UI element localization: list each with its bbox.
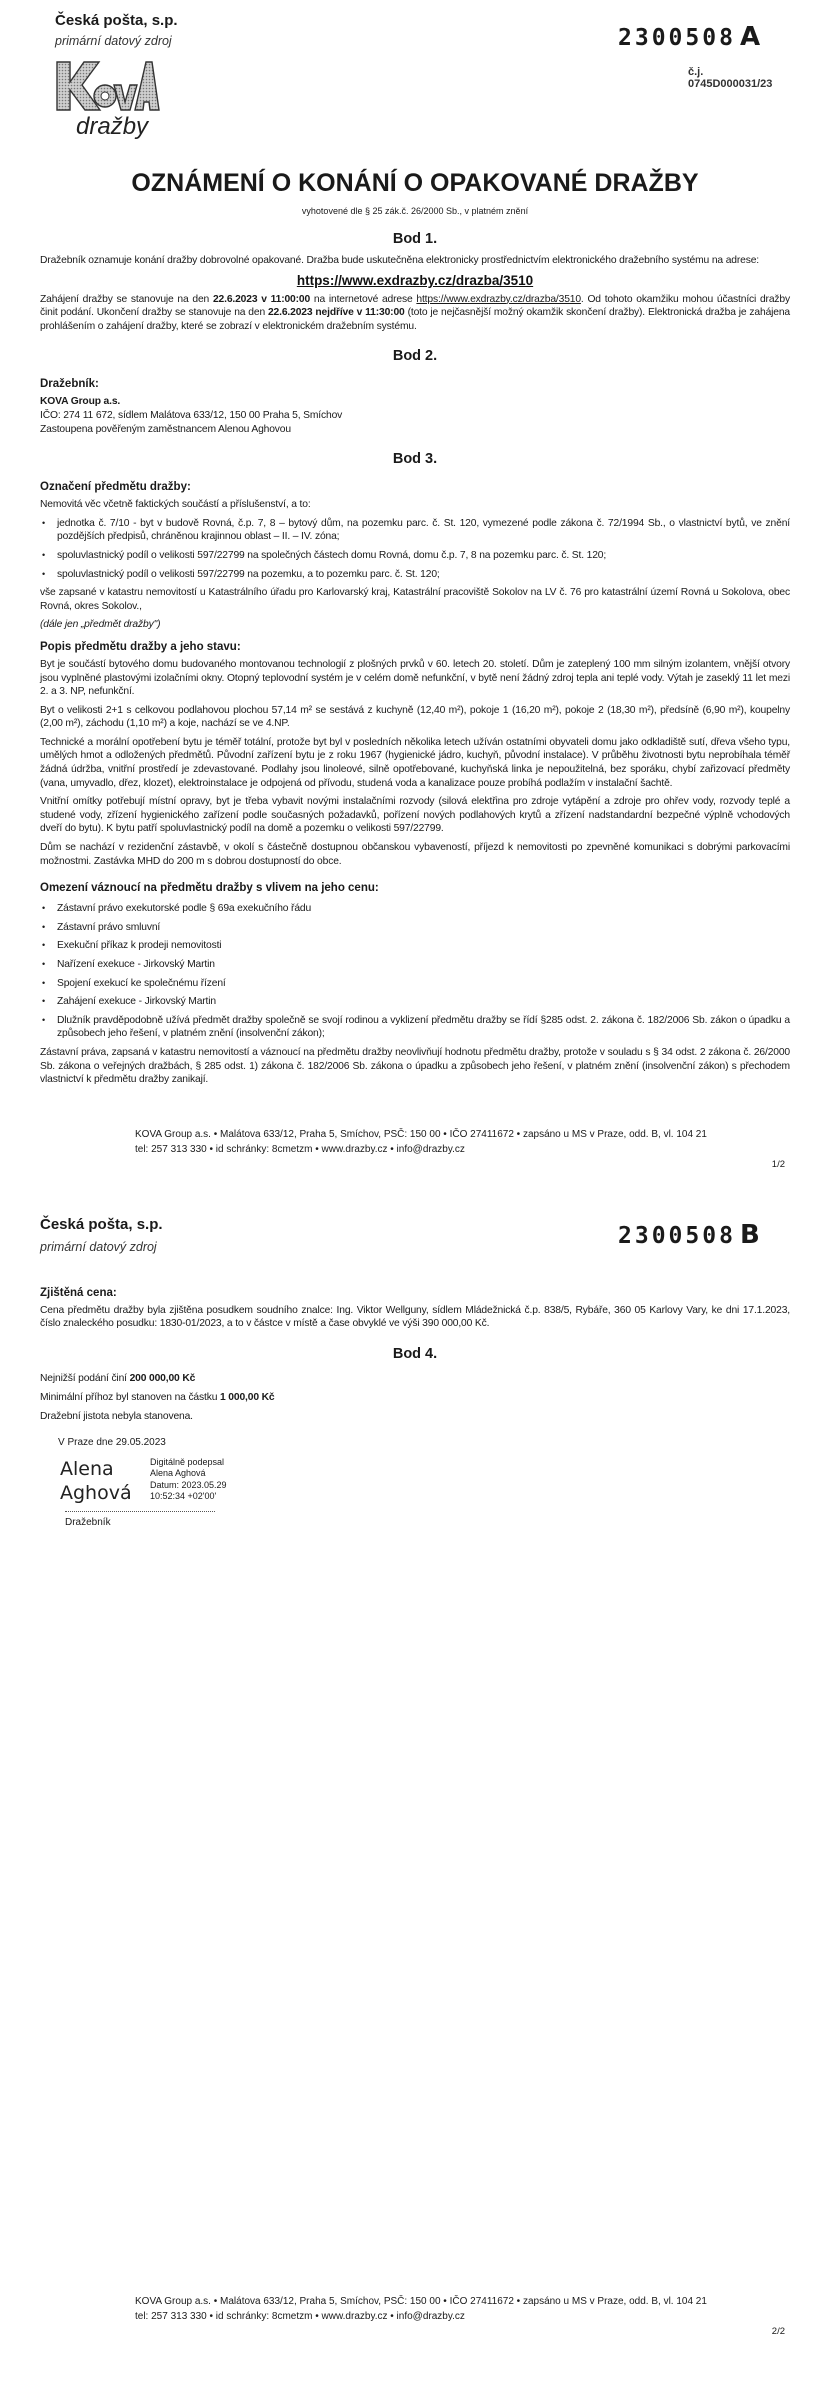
bod1-schedule bbox=[40, 293, 790, 334]
page-number: 1/2 bbox=[771, 1158, 785, 1170]
description-paragraph: Dům se nachází v rezidenční zástavbě, v okolí s částečně dostupnou občanskou vybaveností, příjezd k nemovitosti po zpevněné komunikaci s dobrými parkovacími možnostmi. Zastávka MHD do 200 m s dobrou dostupností do obce. bbox=[40, 842, 790, 867]
text: na internetové adrese bbox=[310, 293, 417, 305]
list-item: • Zástavní právo exekutorské podle § 69a exekučního řádu bbox=[40, 902, 790, 916]
text: . Od tohoto okamžiku mohou účastníci dražby činit podání. Ukončení dražby se stanovuje na den bbox=[40, 293, 790, 319]
limitations-label: Omezení váznoucí na předmětu dražby s vlivem na jeho cenu: bbox=[40, 882, 379, 895]
bod1-intro: Dražebník oznamuje konání dražby dobrovolné opakované. Dražba bude uskutečněna elektronicky prostřednictvím elektronického dražebního systému na adrese: bbox=[40, 255, 760, 266]
page-header bbox=[40, 1216, 790, 1280]
document-subtitle: vyhotovené dle § 25 zák.č. 26/2000 Sb., v platném znění bbox=[301, 206, 529, 216]
reference-number: č.j. 0745D000031/23 bbox=[688, 66, 773, 90]
signature-meta: Alena Aghová bbox=[150, 1468, 206, 1479]
list-item: • Zástavní právo smluvní bbox=[40, 921, 790, 935]
data-source-label: primární datový zdroj bbox=[40, 1239, 157, 1254]
minimum-bid-value: 200 000,00 Kč bbox=[129, 1372, 196, 1384]
auctioneer-details bbox=[40, 395, 790, 436]
registry-text: vše zapsané v katastru nemovitostí u Katastrálního úřadu pro Karlovarský kraj, Katastrální pracoviště Sokolov na LV č. 76 pro katastrální území Rovná u Sokolova, obec Rovná, okres Sokolov., bbox=[40, 587, 790, 612]
post-label: Česká pošta, s.p. bbox=[55, 12, 178, 29]
description-block bbox=[40, 658, 790, 873]
signature-meta: Digitálně podepsal bbox=[150, 1456, 225, 1467]
document-letter: B bbox=[739, 1219, 760, 1250]
text: Zahájení dražby se stanovuje na den bbox=[40, 293, 213, 305]
page-footer bbox=[40, 1087, 790, 1200]
footer-line: tel: 257 313 330 • id schránky: 8cmetzm • www.drazby.cz • info@drazby.cz bbox=[135, 2310, 465, 2322]
limitations-note: Zástavní práva, zapsaná v katastru nemovitostí a váznoucí na předmětu dražby neovlivňují hodnotu předmětu dražby, protože v souladu s § 34 odst. 2 zákona č. 26/2000 Sb. zákona o veřejných dražbách, § 285 odst. 1) zákona č. 182/2006 Sb. zákona o úpadku a způsobech jeho řešení, v platném znění (insolvenční zákon) s přechodem vlastnictví k předmětu dražby zanikají. bbox=[40, 1046, 790, 1086]
description-paragraph: Vnitřní omítky potřebují místní opravy, byt je třeba vybavit novými instalačními rozvody (silová elektřina pro zdroje vytápění a zdroje pro ohřev vody, rozvody teplé a studené vody, zřízení hygienického zařízení podle současných požadavků, pořízení nových podlahových krytů a zřízení nadstandardní bezpečné výplně vchodových dveří do bytu). K bytu patří spoluvlastnický podíl na domě a pozemku o velikosti 597/22799. bbox=[40, 796, 790, 835]
list-item: • spoluvlastnický podíl o velikosti 597/22799 na pozemku, a to pozemku parc. č. St. 120; bbox=[40, 568, 790, 582]
signature-last-name: Aghová bbox=[60, 1481, 132, 1504]
document-title: OZNÁMENÍ O KONÁNÍ O OPAKOVANÉ DRAŽBY bbox=[131, 169, 699, 197]
section-heading-bod4: Bod 4. bbox=[392, 1345, 438, 1362]
list-item: • Zahájení exekuce - Jirkovský Martin bbox=[40, 995, 790, 1009]
signature-first-name: Alena bbox=[60, 1457, 114, 1480]
minimum-bid bbox=[40, 1369, 790, 1388]
document-number bbox=[618, 1220, 760, 1250]
minimum-increment-value: 1 000,00 Kč bbox=[220, 1391, 275, 1403]
list-item: • Exekuční příkaz k prodeji nemovitosti bbox=[40, 939, 790, 953]
company-name: KOVA Group a.s. bbox=[40, 396, 121, 408]
subject-alias: (dále jen „předmět dražby") bbox=[40, 619, 161, 631]
footer-line: KOVA Group a.s. • Malátova 633/12, Praha 5, Smíchov, PSČ: 150 00 • IČO 27411672 • zapsáno u MS v Praze, odd. B, vl. 104 21 bbox=[135, 1128, 707, 1140]
company-address: IČO: 274 11 672, sídlem Malátova 633/12, 150 00 Praha 5, Smíchov bbox=[40, 409, 343, 421]
place-date: V Praze dne 29.05.2023 bbox=[58, 1436, 166, 1448]
signature-meta: 10:52:34 +02'00' bbox=[150, 1491, 217, 1502]
post-label: Česká pošta, s.p. bbox=[40, 1215, 163, 1233]
document-number-digits: 2300508 bbox=[618, 1222, 736, 1249]
bod4-block bbox=[40, 1369, 790, 1426]
start-datetime: 22.6.2023 v 11:00:00 bbox=[212, 293, 311, 305]
signature-meta: Datum: 2023.05.29 bbox=[150, 1479, 227, 1490]
list-item: • Dlužník pravděpodobně užívá předmět dražby společně se svojí rodinou a vyklizení předmětu dražby se řídí §285 odst. 2. zákona č. 182/2006 Sb. zákon o úpadku a způsobech jeho řešení, v platném znění (insolvenční zákon); bbox=[40, 1014, 790, 1041]
auction-url-link[interactable]: https://www.exdrazby.cz/drazba/3510 bbox=[296, 272, 534, 288]
auctioneer-label: Dražebník: bbox=[40, 378, 99, 391]
logo-subtitle: dražby bbox=[76, 113, 149, 140]
footer-line: KOVA Group a.s. • Malátova 633/12, Praha 5, Smíchov, PSČ: 150 00 • IČO 27411672 • zapsáno u MS v Praze, odd. B, vl. 104 21 bbox=[135, 2295, 707, 2307]
company-representative: Zastoupena pověřeným zaměstnancem Alenou Aghovou bbox=[40, 423, 291, 435]
description-label: Popis předmětu dražby a jeho stavu: bbox=[40, 640, 241, 653]
limitations-block bbox=[40, 902, 790, 1087]
signature-block bbox=[60, 1457, 790, 1505]
subject-list bbox=[40, 517, 790, 581]
page-number: 2/2 bbox=[771, 2325, 785, 2337]
section-heading-bod2: Bod 2. bbox=[392, 348, 438, 365]
section-heading-bod1: Bod 1. bbox=[392, 231, 438, 247]
page-header bbox=[40, 12, 790, 168]
signer-role: Dražebník bbox=[65, 1516, 111, 1528]
signature-name bbox=[60, 1457, 150, 1505]
digital-signature-info bbox=[150, 1457, 227, 1503]
minimum-increment bbox=[40, 1388, 790, 1407]
deposit-note: Dražební jistota nebyla stanovena. bbox=[40, 1410, 193, 1422]
footer-line: tel: 257 313 330 • id schránky: 8cmetzm • www.drazby.cz • info@drazby.cz bbox=[135, 1143, 465, 1155]
list-item: • jednotka č. 7/10 - byt v budově Rovná, č.p. 7, 8 – bytový dům, na pozemku parc. č. St. 120, vymezené podle zákona č. 72/1994 Sb., o vlastnictví bytů, ve znění pozdějších předpisů, chráněnou krajinnou oblast – II. – IV. zóna; bbox=[40, 517, 790, 544]
text: Minimální příhoz byl stanoven na částku bbox=[40, 1391, 221, 1403]
limitations-list bbox=[40, 902, 790, 1041]
page-footer bbox=[40, 2254, 790, 2337]
section-heading-bod3: Bod 3. bbox=[392, 451, 438, 468]
subject-block bbox=[40, 498, 790, 632]
end-datetime: 22.6.2023 nejdříve v 11:30:00 bbox=[267, 307, 405, 319]
list-item: • Nařízení exekuce - Jirkovský Martin bbox=[40, 958, 790, 972]
data-source-label: primární datový zdroj bbox=[55, 34, 172, 48]
text: Nejnižší podání činí bbox=[40, 1372, 130, 1384]
document-number bbox=[618, 22, 760, 52]
description-paragraph: Byt o velikosti 2+1 s celkovou podlahovou plochou 57,14 m² se sestává z kuchyně (12,40 m²), pokoje 1 (16,20 m²), pokoje 2 (18,30 m²), předsíně (6,90 m²), koupelny (2,00 m²), záchodu (1,10 m²) a koje, nachází se ve 4.NP. bbox=[40, 704, 790, 730]
description-paragraph: Technické a morální opotřebení bytu je téměř totální, protože byt byl v posledních několika letech užíván ostatními obyvateli domu jako odkladiště sutí, dřeva všeho typu, umělých hmot a odložených předmětů. Původní zařízení bytu je z roku 1967 (hygienické jádro, kuchyň, původní instalace). V průběhu životnosti bytu neprobíhala téměř žádná údržba, vnitřní prostředí je zdevastované. Podlahy jsou linoleové, silně opotřebované, kuchyňská linka je nepoužitelná, bez sporáku, chybí zařizovací předměty (vana, umyvadlo, dřez, klozet), elektroinstalace je odpojená od přívodu, studená voda a kanalizace pouze probíhá podlažím v instalační šachtě. bbox=[40, 736, 790, 789]
kova-logo bbox=[55, 60, 160, 112]
subject-label: Označení předmětu dražby: bbox=[40, 481, 191, 494]
document-number-digits: 2300508 bbox=[618, 25, 736, 51]
signature-line bbox=[65, 1511, 215, 1512]
text: (toto je nejčasnější možný okamžik skončení dražby). Elektronická dražba je zahájena prohlášením o zahájení dražby, které se zobrazí v elektronickém dražebním systému. bbox=[40, 307, 791, 332]
price-text: Cena předmětu dražby byla zjištěna posudkem soudního znalce: Ing. Viktor Wellguny, sídlem Mládežnická č.p. 838/5, Rybáře, 360 05 Karlovy Vary, ke dni 17.1.2023, číslo znaleckého posudku: 1830-01/2023, a to v částce v místě a čase obvyklé ve výši 390 000,00 Kč. bbox=[40, 1304, 790, 1330]
price-label: Zjištěná cena: bbox=[40, 1286, 117, 1299]
document-letter: A bbox=[739, 22, 761, 52]
auction-url-inline-link[interactable]: https://www.exdrazby.cz/drazba/3510 bbox=[416, 293, 581, 305]
list-item: • spoluvlastnický podíl o velikosti 597/22799 na společných částech domu Rovná, domu č.p. 7, 8 na pozemku parc. č. St. 120; bbox=[40, 549, 790, 563]
list-item: • Spojení exekucí ke společnému řízení bbox=[40, 977, 790, 991]
description-paragraph: Byt je součástí bytového domu budovaného montovanou technologií z plošných prvků v 60. letech 20. století. Dům je zateplený 100 mm silným izolantem, vnější otvory jsou vyplněné plastovými izolačními okny. Otopný teplovodní systém je v celém domě nefunkční, v bytě není žádný zdroj tepla ani teplé vody. Výtah je zaseklý 11 let mezi 2. a 3. NP, nefunkční. bbox=[40, 658, 790, 698]
subject-intro: Nemovitá věc včetně faktických součástí a příslušenství, a to: bbox=[40, 499, 311, 511]
page-2 bbox=[0, 1200, 820, 2389]
